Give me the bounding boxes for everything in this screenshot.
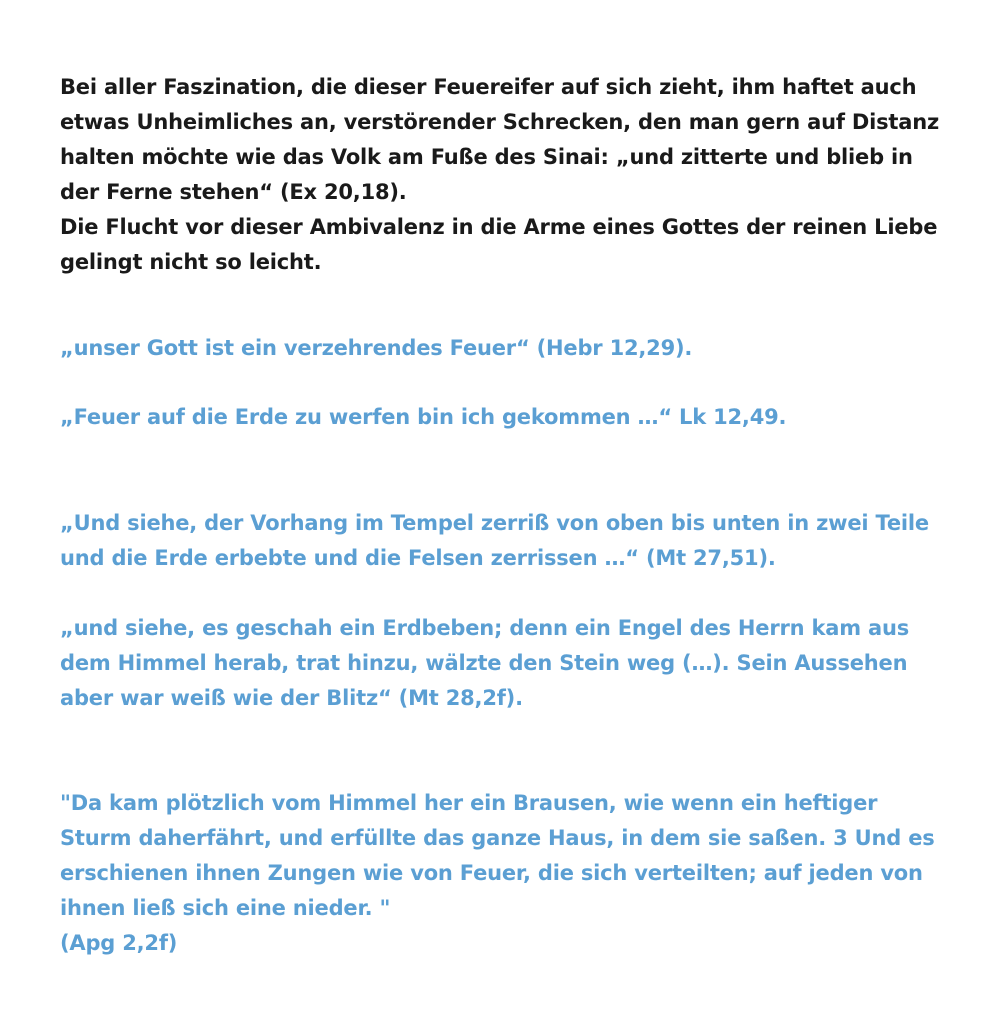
intro-line: halten möchte wie das Volk am Fuße des Sinai: „und zitterte und blieb in <box>60 145 913 169</box>
intro-line: etwas Unheimliches an, verstörender Schrecken, den man gern auf Distanz <box>60 110 940 134</box>
intro-line: Die Flucht vor dieser Ambivalenz in die Arme eines Gottes der reinen Liebe <box>60 215 938 239</box>
intro-line: der Ferne stehen“ (Ex 20,18). <box>60 180 407 204</box>
quote-apg <box>60 786 960 961</box>
quote-line: ihnen ließ sich eine nieder. " <box>60 896 391 920</box>
quote-lk <box>60 400 960 435</box>
quote-line: „und siehe, es geschah ein Erdbeben; denn ein Engel des Herrn kam aus <box>60 616 910 640</box>
quote-line: dem Himmel herab, trat hinzu, wälzte den Stein weg (…). Sein Aussehen <box>60 651 908 675</box>
quote-line: "Da kam plötzlich vom Himmel her ein Brausen, wie wenn ein heftiger <box>60 791 878 815</box>
quote-line: und die Erde erbebte und die Felsen zerrissen …“ (Mt 27,51). <box>60 546 776 570</box>
quote-mt28 <box>60 611 960 716</box>
quote-line: Sturm daherfährt, und erfüllte das ganze Haus, in dem sie saßen. 3 Und es <box>60 826 935 850</box>
intro-line: Bei aller Faszination, die dieser Feuereifer auf sich zieht, ihm haftet auch <box>60 75 917 99</box>
quote-line: „unser Gott ist ein verzehrendes Feuer“ (Hebr 12,29). <box>60 336 693 360</box>
quote-hebr <box>60 331 960 366</box>
quote-line: „Und siehe, der Vorhang im Tempel zerriß von oben bis unten in zwei Teile <box>60 511 929 535</box>
quote-line: „Feuer auf die Erde zu werfen bin ich gekommen …“ Lk 12,49. <box>60 405 787 429</box>
quote-line: (Apg 2,2f) <box>60 931 178 955</box>
quote-line: aber war weiß wie der Blitz“ (Mt 28,2f). <box>60 686 523 710</box>
quote-line: erschienen ihnen Zungen wie von Feuer, die sich verteilten; auf jeden von <box>60 861 923 885</box>
intro-line: gelingt nicht so leicht. <box>60 250 322 274</box>
quote-mt27 <box>60 506 960 576</box>
intro-paragraph <box>60 70 960 280</box>
